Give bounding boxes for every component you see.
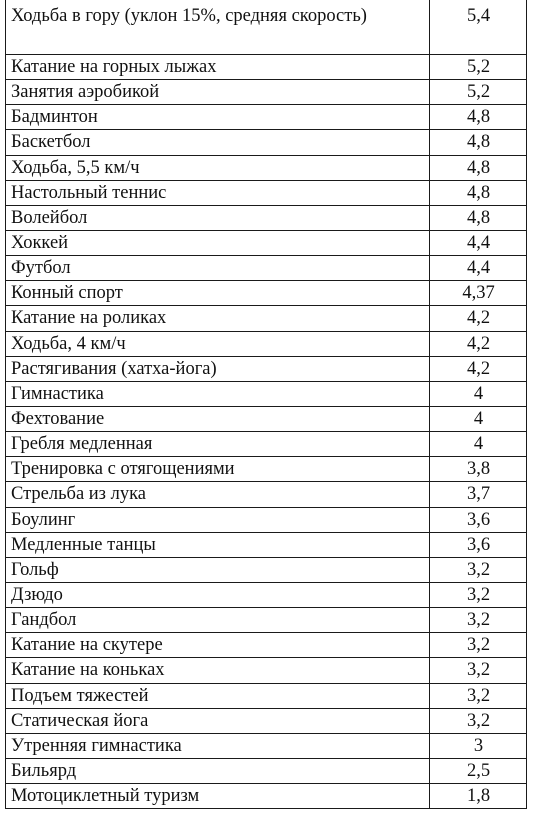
table-row bbox=[6, 105, 527, 130]
activity-value-cell: 3,2 bbox=[430, 633, 527, 658]
activity-value-cell: 4,2 bbox=[430, 356, 527, 381]
activity-value-cell: 5,2 bbox=[430, 55, 527, 80]
table-row bbox=[6, 406, 527, 431]
table-row bbox=[6, 658, 527, 683]
activity-name-cell: Волейбол bbox=[6, 205, 430, 230]
activity-name-cell: Гандбол bbox=[6, 608, 430, 633]
activity-value-cell: 4,4 bbox=[430, 256, 527, 281]
table-row bbox=[6, 205, 527, 230]
activity-value-cell: 3,6 bbox=[430, 507, 527, 532]
table-row bbox=[6, 281, 527, 306]
table-row bbox=[6, 733, 527, 758]
activity-name-cell: Катание на коньках bbox=[6, 658, 430, 683]
table-row bbox=[6, 532, 527, 557]
table-row bbox=[6, 230, 527, 255]
activity-name-cell: Гребля медленная bbox=[6, 432, 430, 457]
activity-value-cell: 4,37 bbox=[430, 281, 527, 306]
activity-name-cell: Ходьба, 4 км/ч bbox=[6, 331, 430, 356]
activity-value-cell: 3,6 bbox=[430, 532, 527, 557]
activity-name-cell: Подъем тяжестей bbox=[6, 683, 430, 708]
table-row bbox=[6, 507, 527, 532]
table-row bbox=[6, 633, 527, 658]
table-row bbox=[6, 784, 527, 809]
activity-value-cell: 4,8 bbox=[430, 180, 527, 205]
table-row bbox=[6, 155, 527, 180]
document-page bbox=[5, 0, 526, 809]
activity-value-cell: 3,2 bbox=[430, 683, 527, 708]
table-row bbox=[6, 356, 527, 381]
table-row bbox=[6, 557, 527, 582]
activity-value-cell: 4,8 bbox=[430, 205, 527, 230]
activity-value-cell: 1,8 bbox=[430, 784, 527, 809]
activity-name-cell: Настольный теннис bbox=[6, 180, 430, 205]
activity-name-cell: Статическая йога bbox=[6, 708, 430, 733]
table-row bbox=[6, 306, 527, 331]
activity-name-cell: Занятия аэробикой bbox=[6, 80, 430, 105]
activity-value-cell: 4,4 bbox=[430, 230, 527, 255]
activity-value-cell: 4,2 bbox=[430, 331, 527, 356]
activity-value-cell: 4,8 bbox=[430, 105, 527, 130]
activity-table bbox=[5, 0, 527, 809]
activity-name-cell: Катание на горных лыжах bbox=[6, 55, 430, 80]
activity-name-cell: Катание на скутере bbox=[6, 633, 430, 658]
activity-value-cell: 4 bbox=[430, 381, 527, 406]
activity-name-cell: Мотоциклетный туризм bbox=[6, 784, 430, 809]
activity-name-cell: Конный спорт bbox=[6, 281, 430, 306]
table-row bbox=[6, 758, 527, 783]
activity-value-cell: 4,2 bbox=[430, 306, 527, 331]
activity-value-cell: 3,7 bbox=[430, 482, 527, 507]
activity-value-cell: 4 bbox=[430, 406, 527, 431]
activity-value-cell: 4,8 bbox=[430, 130, 527, 155]
activity-name-cell: Бильярд bbox=[6, 758, 430, 783]
table-row bbox=[6, 708, 527, 733]
activity-name-cell: Гимнастика bbox=[6, 381, 430, 406]
activity-name-cell: Баскетбол bbox=[6, 130, 430, 155]
activity-value-cell: 3 bbox=[430, 733, 527, 758]
activity-name-cell: Дзюдо bbox=[6, 582, 430, 607]
activity-name-cell: Футбол bbox=[6, 256, 430, 281]
activity-table-body bbox=[6, 0, 527, 809]
activity-value-cell: 4,8 bbox=[430, 155, 527, 180]
activity-name-cell: Боулинг bbox=[6, 507, 430, 532]
table-row bbox=[6, 80, 527, 105]
activity-name-cell: Хоккей bbox=[6, 230, 430, 255]
activity-value-cell: 3,2 bbox=[430, 608, 527, 633]
table-row bbox=[6, 608, 527, 633]
activity-value-cell: 5,4 bbox=[430, 0, 527, 55]
activity-value-cell: 3,2 bbox=[430, 708, 527, 733]
table-row bbox=[6, 180, 527, 205]
table-row bbox=[6, 432, 527, 457]
table-row bbox=[6, 482, 527, 507]
table-row bbox=[6, 381, 527, 406]
activity-name-cell: Стрельба из лука bbox=[6, 482, 430, 507]
activity-value-cell: 4 bbox=[430, 432, 527, 457]
table-row bbox=[6, 130, 527, 155]
table-row bbox=[6, 256, 527, 281]
table-row bbox=[6, 331, 527, 356]
activity-name-cell: Тренировка с отягощениями bbox=[6, 457, 430, 482]
activity-name-cell: Медленные танцы bbox=[6, 532, 430, 557]
activity-value-cell: 3,2 bbox=[430, 658, 527, 683]
activity-name-cell: Ходьба, 5,5 км/ч bbox=[6, 155, 430, 180]
activity-value-cell: 5,2 bbox=[430, 80, 527, 105]
table-row bbox=[6, 582, 527, 607]
activity-name-cell: Гольф bbox=[6, 557, 430, 582]
activity-name-cell: Катание на роликах bbox=[6, 306, 430, 331]
activity-value-cell: 2,5 bbox=[430, 758, 527, 783]
activity-value-cell: 3,2 bbox=[430, 557, 527, 582]
activity-value-cell: 3,2 bbox=[430, 582, 527, 607]
activity-name-cell: Ходьба в гору (уклон 15%, средняя скорость) bbox=[6, 0, 430, 55]
activity-name-cell: Утренняя гимнастика bbox=[6, 733, 430, 758]
table-row bbox=[6, 457, 527, 482]
activity-value-cell: 3,8 bbox=[430, 457, 527, 482]
activity-name-cell: Бадминтон bbox=[6, 105, 430, 130]
table-row bbox=[6, 55, 527, 80]
table-row bbox=[6, 0, 527, 55]
activity-name-cell: Фехтование bbox=[6, 406, 430, 431]
activity-name-cell: Растягивания (хатха-йога) bbox=[6, 356, 430, 381]
table-row bbox=[6, 683, 527, 708]
